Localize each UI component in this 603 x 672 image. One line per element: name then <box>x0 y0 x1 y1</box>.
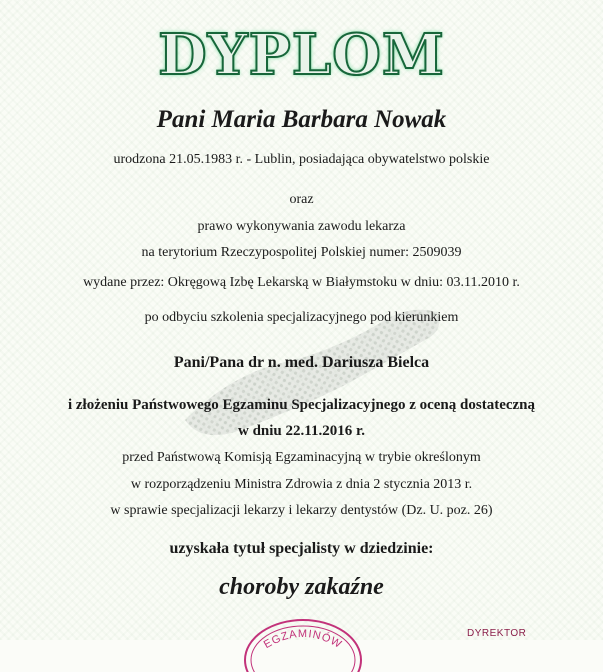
training-line: po odbyciu szkolenia specjalizacyjnego pod kierunkiem <box>144 310 459 325</box>
commission-line: przed Państwową Komisją Egzaminacyjną w trybie określonym <box>122 450 481 465</box>
regulation-line: w rozporządzeniu Ministra Zdrowia z dnia 2 stycznia 2013 r. <box>130 477 473 492</box>
exam-line: i złożeniu Państwowego Egzaminu Specjalizacyjnego z oceną dostateczną <box>67 397 536 413</box>
territory-line: na terytorium Rzeczypospolitej Polskiej numer: 2509039 <box>141 245 462 260</box>
scope-line: w sprawie specjalizacji lekarzy i lekarzy dentystów (Dz. U. poz. 26) <box>110 503 493 518</box>
diploma-title: DYPLOM <box>158 22 445 88</box>
director-label: DYREKTOR <box>467 628 527 639</box>
issued-by-line: wydane przez: Okręgową Izbę Lekarską w Białymstoku w dniu: 03.11.2010 r. <box>83 275 520 290</box>
conjunction-text: oraz <box>289 192 314 207</box>
stamp-text: EGZAMINÓW <box>261 627 345 652</box>
specialty-name: choroby zakaźne <box>219 574 384 600</box>
birth-line: urodzona 21.05.1983 r. - Lublin, posiadająca obywatelstwo polskie <box>113 152 490 167</box>
recipient-name: Pani Maria Barbara Nowak <box>156 106 447 133</box>
official-stamp <box>238 612 368 672</box>
right-to-practice-line: prawo wykonywania zawodu lekarza <box>197 219 406 234</box>
exam-date: w dniu 22.11.2016 r. <box>238 423 365 439</box>
obtained-title-line: uzyskała tytuł specjalisty w dziedzinie: <box>169 540 434 557</box>
supervisor-name: Pani/Pana dr n. med. Dariusza Bielca <box>173 354 430 371</box>
